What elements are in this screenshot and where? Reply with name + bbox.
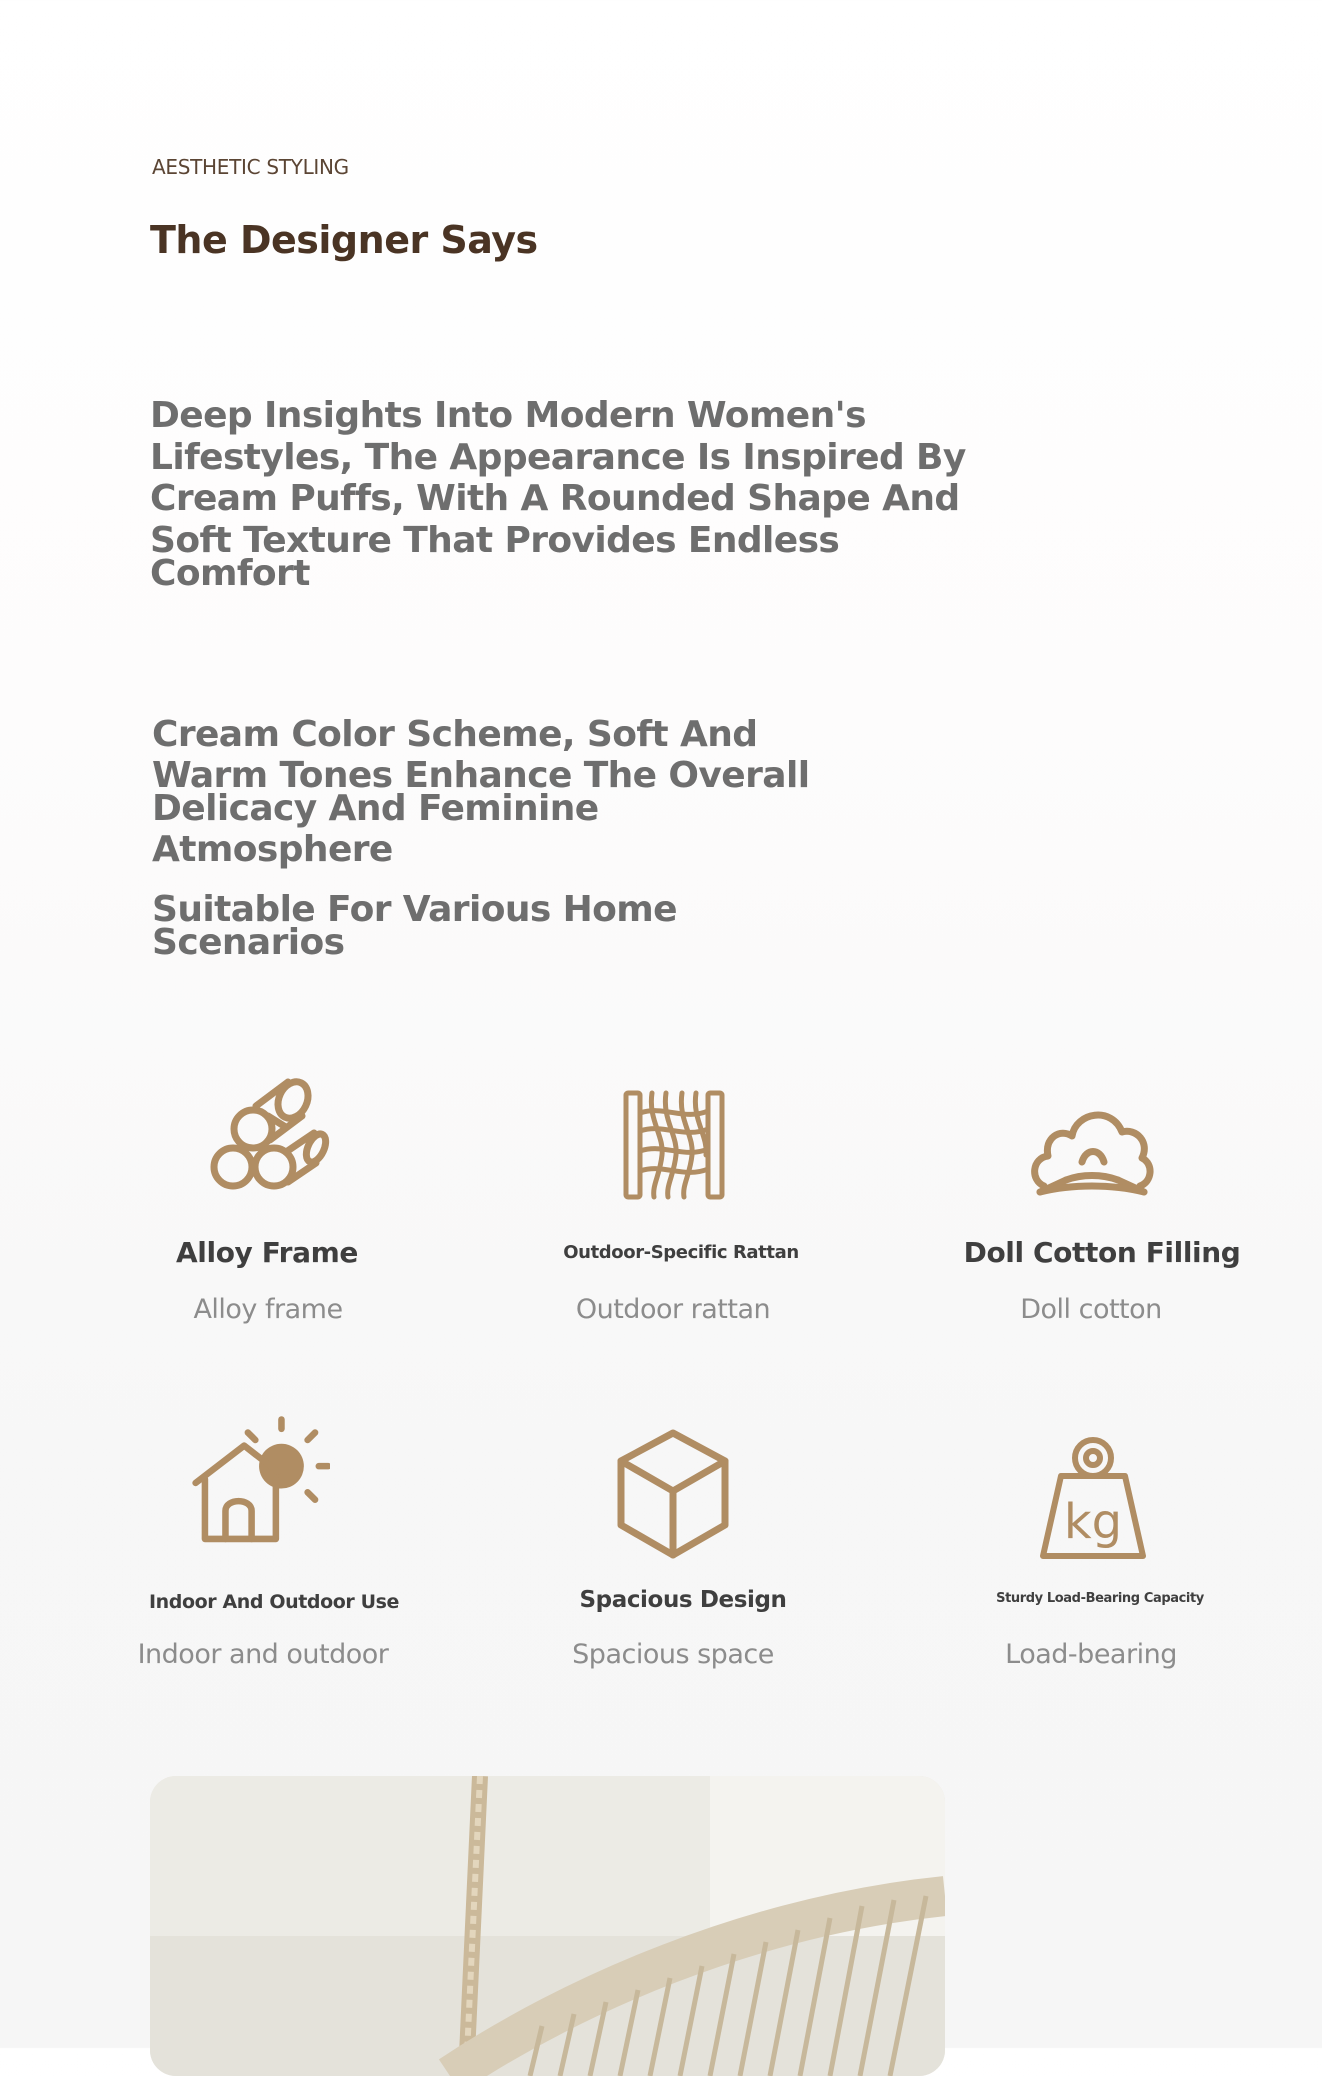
cotton-cloud-icon bbox=[1022, 1076, 1162, 1216]
text-line: Cream Puffs, With A Rounded Shape And bbox=[150, 478, 960, 519]
text-line: Soft Texture That Provides Endless bbox=[150, 520, 840, 561]
text-line: Lifestyles, The Appearance Is Inspired By bbox=[150, 437, 966, 478]
text-line: Scenarios bbox=[152, 922, 345, 963]
weight-unit-label: kg bbox=[1063, 1494, 1123, 1550]
section-title: The Designer Says bbox=[150, 218, 538, 262]
weight-icon bbox=[1023, 1428, 1163, 1568]
feature-subtitle: Alloy frame bbox=[193, 1294, 343, 1325]
feature-title: Alloy Frame bbox=[176, 1236, 358, 1269]
house-sun-icon bbox=[190, 1412, 330, 1552]
text-line: Warm Tones Enhance The Overall bbox=[152, 755, 810, 796]
feature-subtitle: Load-bearing bbox=[1005, 1639, 1177, 1670]
text-line: Cream Color Scheme, Soft And bbox=[152, 714, 758, 755]
feature-title: Doll Cotton Filling bbox=[963, 1236, 1241, 1269]
text-line: Delicacy And Feminine bbox=[152, 788, 599, 829]
feature-subtitle: Spacious space bbox=[572, 1639, 774, 1670]
rattan-weave-icon bbox=[604, 1075, 744, 1215]
text-line: Suitable For Various Home bbox=[152, 889, 678, 930]
text-line: Comfort bbox=[150, 553, 310, 594]
feature-subtitle: Indoor and outdoor bbox=[137, 1639, 389, 1670]
feature-title: Indoor And Outdoor Use bbox=[148, 1591, 400, 1613]
feature-subtitle: Doll cotton bbox=[1020, 1294, 1162, 1325]
feature-title: Spacious Design bbox=[579, 1587, 787, 1613]
section-eyebrow: AESTHETIC STYLING bbox=[152, 155, 349, 179]
text-line: Deep Insights Into Modern Women's bbox=[150, 395, 866, 436]
cube-icon bbox=[603, 1425, 743, 1565]
feature-title: Sturdy Load-Bearing Capacity bbox=[996, 1591, 1204, 1606]
product-photo bbox=[150, 1776, 945, 2076]
feature-title: Outdoor-Specific Rattan bbox=[563, 1242, 799, 1263]
feature-subtitle: Outdoor rattan bbox=[575, 1294, 771, 1325]
text-line: Atmosphere bbox=[152, 829, 393, 870]
logs-icon bbox=[198, 1066, 338, 1206]
